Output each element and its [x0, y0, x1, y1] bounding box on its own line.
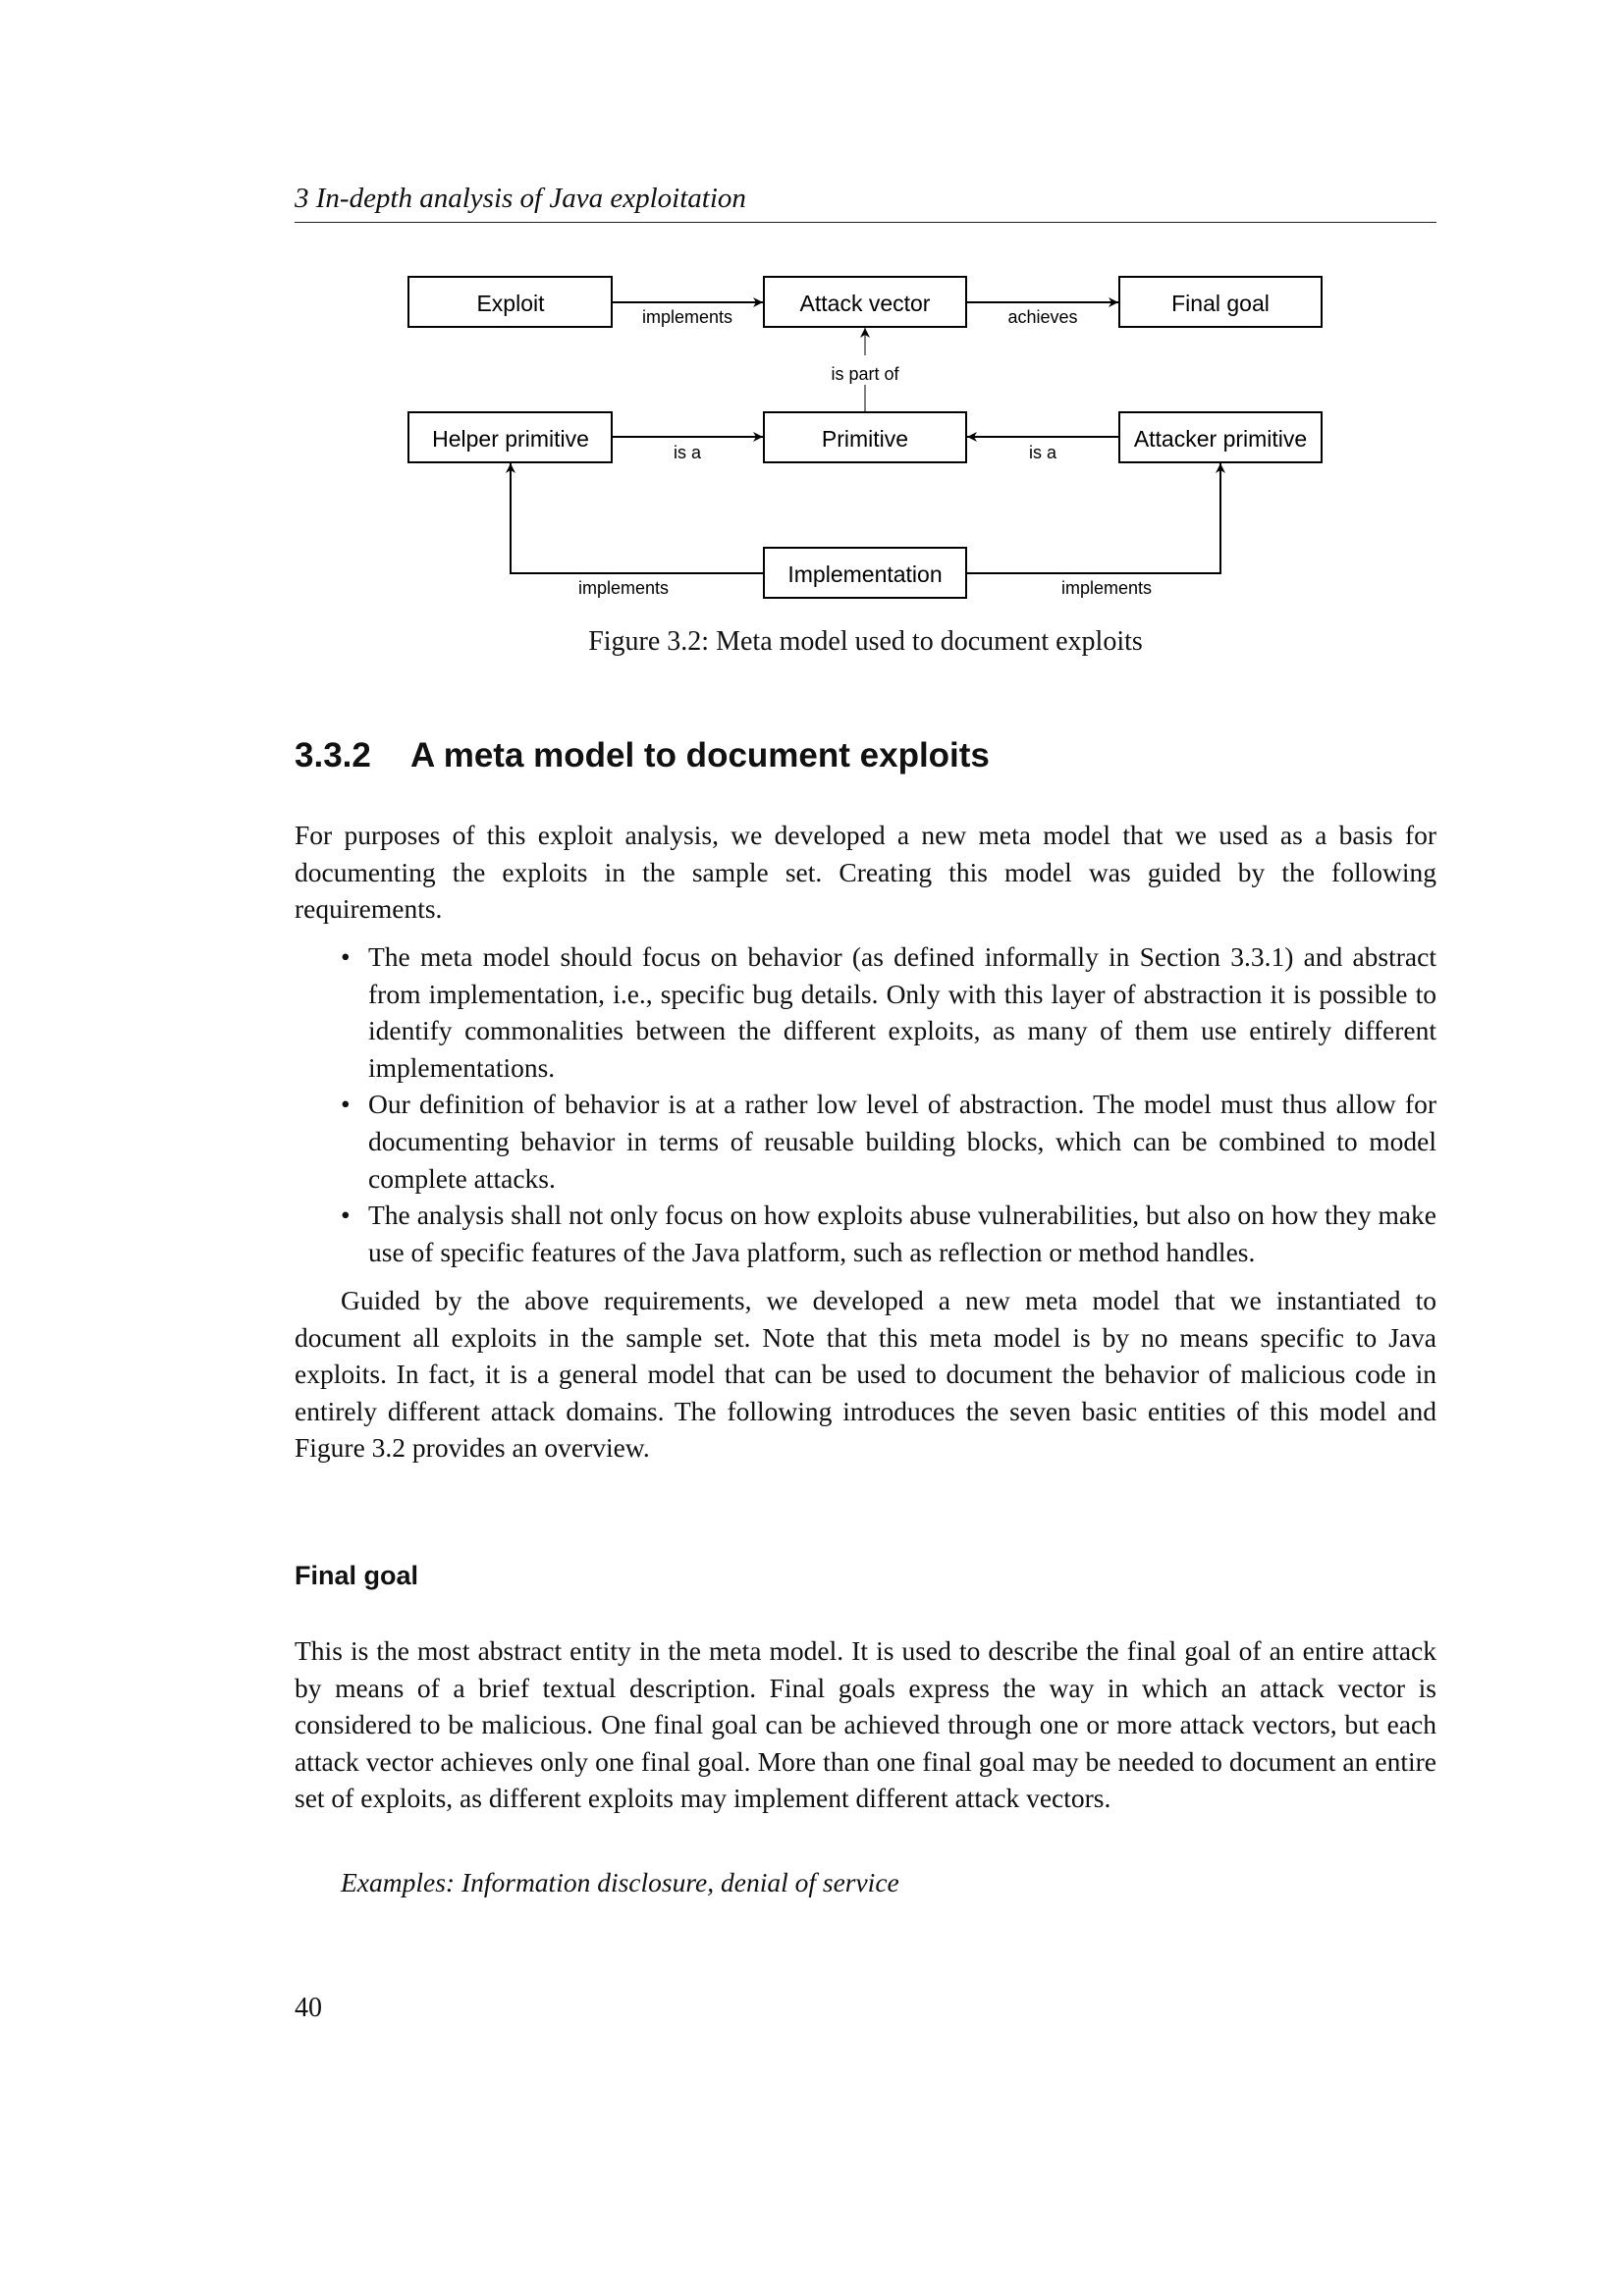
node-helper-primitive: Helper primitive	[432, 426, 589, 452]
guided-paragraph	[295, 1282, 1436, 1467]
edge-implementation-attacker	[966, 463, 1220, 573]
section-heading	[295, 736, 990, 775]
list-item-text: Our definition of behavior is at a rather low level of abstraction. The model must thus allow for documenting behavior in terms of reusable building blocks, which can be combined to model complete attacks.	[368, 1089, 1436, 1194]
page-number: 40	[295, 1993, 322, 2023]
node-attacker-primitive: Attacker primitive	[1133, 426, 1308, 452]
intro-text: For purposes of this exploit analysis, we developed a new meta model that we used as a basis for documenting the exploits in the sample set. Creating this model was guided by the following requirements.	[295, 820, 1436, 925]
final-goal-examples: Examples: Information disclosure, denial of service	[341, 1867, 899, 1897]
node-primitive: Primitive	[821, 426, 909, 452]
node-implementation: Implementation	[787, 561, 943, 587]
section-title: A meta model to document exploits	[410, 736, 990, 774]
label-implements-attacker: implements	[1060, 578, 1153, 598]
requirements-list	[295, 938, 1436, 1270]
section-number: 3.3.2	[295, 736, 371, 774]
label-is-a-helper: is a	[673, 443, 702, 462]
label-implements-helper: implements	[577, 578, 670, 598]
list-item-text: The meta model should focus on behavior (as defined informally in Section 3.3.1) and abstract from implementation, i.e., specific bug details. Only with this layer of abstraction it is possible to identify commonalities between the different exploits, as many of them use entirely different implementations.	[368, 941, 1436, 1083]
list-item	[295, 938, 1436, 1086]
intro-paragraph	[295, 817, 1436, 928]
running-head: 3 In-depth analysis of Java exploitation	[295, 183, 746, 214]
meta-model-diagram	[295, 255, 1436, 609]
final-goal-heading: Final goal	[295, 1561, 419, 1590]
node-attack-vector: Attack vector	[799, 291, 931, 316]
node-final-goal: Final goal	[1171, 291, 1270, 316]
label-implements: implements	[641, 307, 733, 327]
label-achieves: achieves	[1007, 307, 1078, 327]
bullet-icon: •	[341, 1200, 351, 1231]
header-rule	[295, 222, 1436, 223]
edge-implementation-helper	[511, 463, 764, 573]
final-goal-paragraph	[295, 1632, 1436, 1817]
list-item	[295, 1086, 1436, 1197]
label-is-part-of: is part of	[831, 364, 899, 384]
list-item	[295, 1197, 1436, 1270]
final-goal-text: This is the most abstract entity in the meta model. It is used to describe the final goal of an entire attack by means of a brief textual description. Final goals express the way in which an attack vector is considered to be malicious. One final goal can be achieved through one or more attack vectors, but each attack vector achieves only one final goal. More than one final goal may be needed to document an entire set of exploits, as different exploits may implement different attack vectors.	[295, 1635, 1436, 1814]
guided-text: Guided by the above requirements, we developed a new meta model that we instantiated to document all exploits in the sample set. Note that this meta model is by no means specific to Java exploits. In fact, it is a general model that can be used to document the behavior of malicious code in entirely different attack domains. The following introduces the seven basic entities of this model and Figure 3.2 provides an overview.	[295, 1285, 1436, 1464]
node-exploit: Exploit	[476, 291, 545, 316]
list-item-text: The analysis shall not only focus on how exploits abuse vulnerabilities, but also on how they make use of specific features of the Java platform, such as reflection or method handles.	[368, 1200, 1436, 1267]
bullet-icon: •	[341, 941, 351, 972]
bullet-icon: •	[341, 1089, 351, 1120]
label-is-a-attacker: is a	[1028, 443, 1057, 462]
figure-caption: Figure 3.2: Meta model used to document exploits	[588, 626, 1143, 657]
